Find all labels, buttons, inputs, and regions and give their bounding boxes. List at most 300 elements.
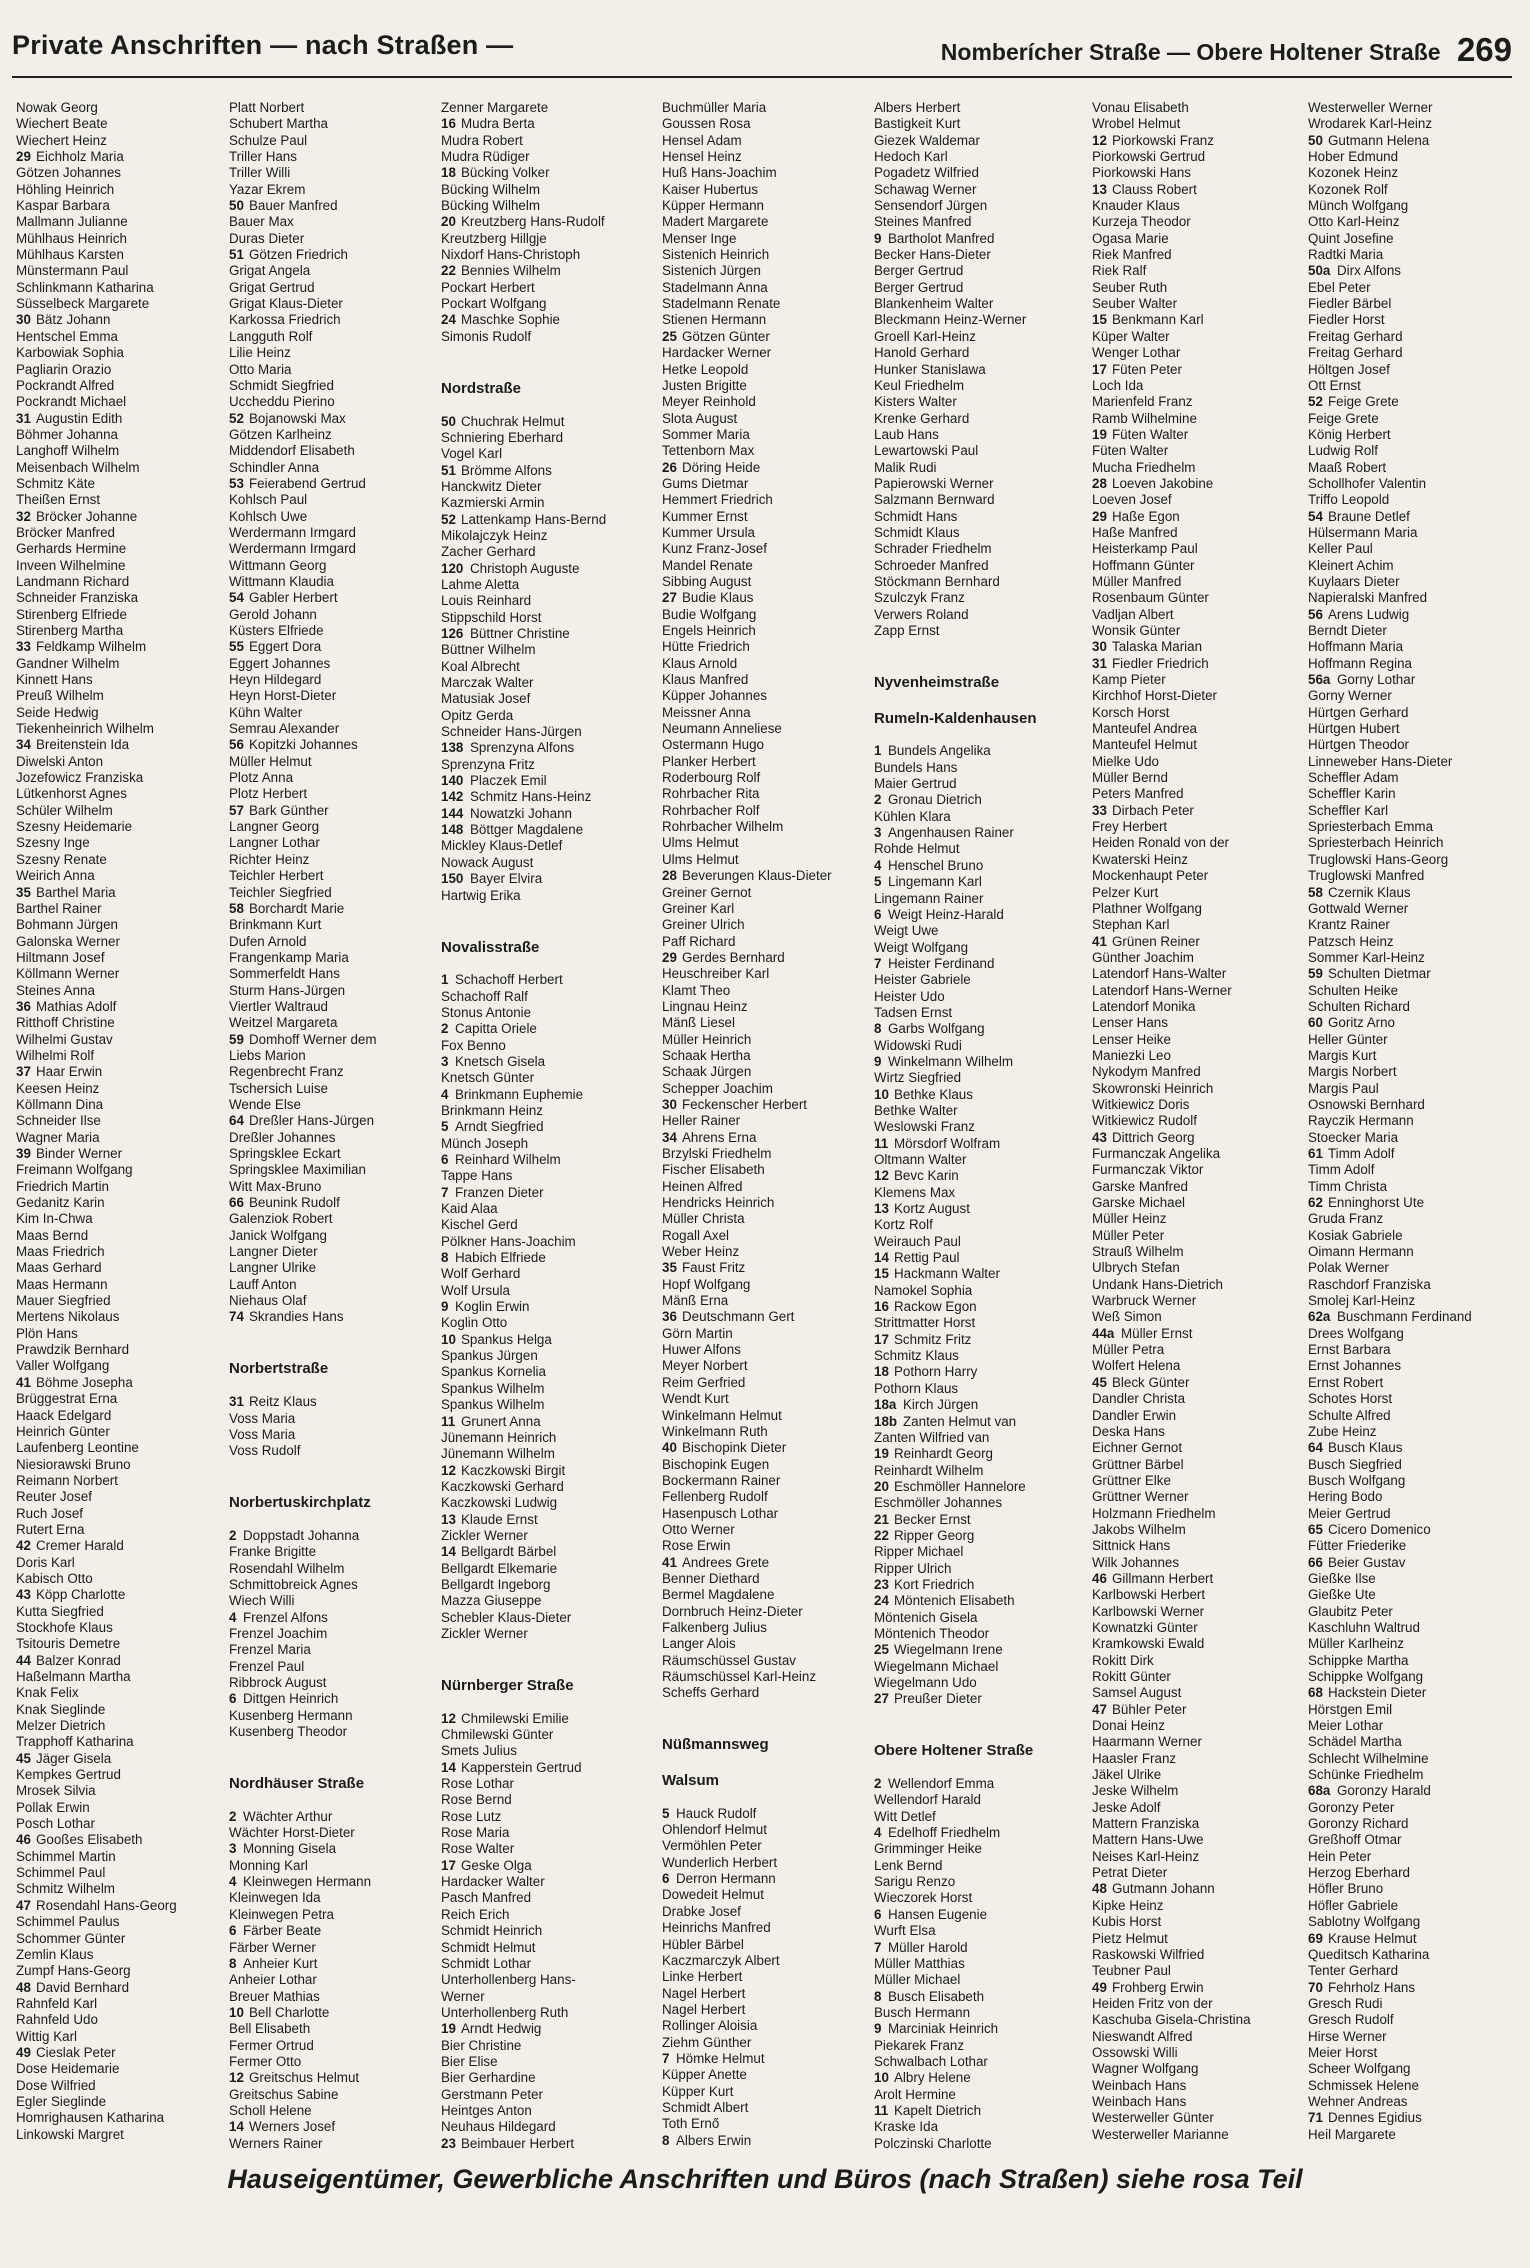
resident-entry (1308, 1244, 1513, 1260)
spacer (229, 1326, 434, 1342)
resident-entry (441, 1809, 646, 1825)
resident-entry (1092, 1473, 1297, 1489)
resident-name: Sommerfeldt Hans (229, 966, 340, 982)
resident-name: Arolt Hermine (874, 2086, 956, 2102)
resident-name: Reinhardt Georg (894, 1446, 993, 1462)
resident-entry (1092, 411, 1297, 427)
resident-entry (662, 639, 867, 655)
resident-entry (441, 528, 646, 544)
resident-entry (1308, 656, 1513, 672)
resident-name: Füten Peter (1112, 361, 1182, 377)
resident-entry (662, 1838, 867, 1854)
resident-name: Färber Werner (229, 1939, 316, 1955)
resident-name: Günther Joachim (1092, 949, 1194, 965)
resident-name: König Herbert (1308, 426, 1391, 442)
resident-entry (662, 1113, 867, 1129)
spacer (229, 1740, 434, 1756)
resident-entry (1308, 1179, 1513, 1195)
resident-name: Egler Sieglinde (16, 2093, 107, 2109)
resident-name: Lenk Bernd (874, 1857, 943, 1873)
resident-entry (1092, 1931, 1297, 1947)
resident-entry (229, 509, 434, 525)
resident-name: Polczinski Charlotte (874, 2135, 992, 2151)
resident-name: Bojanowski Max (249, 410, 346, 426)
resident-name: Schubert Martha (229, 116, 328, 132)
resident-name: Eichner Gernot (1092, 1440, 1183, 1456)
resident-entry (662, 868, 867, 884)
resident-entry (662, 1064, 867, 1080)
resident-name: Ossowski Willi (1092, 2044, 1178, 2060)
resident-name: Ernst Robert (1308, 1374, 1384, 1390)
resident-entry (874, 312, 1079, 328)
house-number: 30 (16, 312, 31, 328)
resident-name: Groell Karl-Heinz (874, 328, 976, 344)
resident-entry (1308, 2061, 1513, 2077)
resident-name: Zenner Margarete (441, 100, 549, 115)
resident-entry (1092, 1685, 1297, 1701)
resident-name: Hein Peter (1308, 1848, 1372, 1864)
resident-name: Bundels Angelika (888, 743, 991, 759)
resident-name: Goronzy Richard (1308, 1816, 1409, 1832)
house-number: 23 (441, 2135, 456, 2151)
resident-entry (229, 1691, 434, 1707)
resident-entry (662, 378, 867, 394)
resident-name: Küpper Hermann (662, 198, 764, 214)
resident-entry (874, 492, 1079, 508)
resident-name: Berger Gertrud (874, 263, 964, 279)
resident-name: Schommer Günter (16, 1930, 126, 1946)
resident-name: Gutmann Helena (1328, 132, 1430, 148)
resident-entry (1308, 1767, 1513, 1783)
resident-name: Stirenberg Martha (16, 623, 124, 638)
resident-name: Hansen Eugenie (888, 1906, 988, 1922)
resident-name: Maas Gerhard (16, 1260, 102, 1276)
resident-name: Schmidt Lothar (441, 1955, 532, 1971)
resident-name: Unterhollenberg Hans- (441, 1972, 576, 1988)
resident-name: Bauer Manfred (249, 198, 338, 214)
resident-name: Gruda Franz (1308, 1211, 1384, 1227)
resident-name: Margis Paul (1308, 1080, 1379, 1096)
resident-entry (441, 1792, 646, 1808)
resident-entry (229, 263, 434, 279)
resident-name: Loeven Jakobine (1112, 475, 1214, 491)
house-number: 4 (229, 1609, 237, 1625)
resident-name: Salzmann Bernward (874, 492, 995, 508)
resident-name: Möntenich Gisela (874, 1609, 978, 1625)
resident-name: Brüggestrat Erna (16, 1391, 118, 1407)
house-number: 66 (229, 1195, 244, 1211)
house-number: 49 (16, 2044, 31, 2060)
resident-entry (1092, 1391, 1297, 1407)
resident-name: Binder Werner (36, 1146, 123, 1161)
resident-entry (229, 1972, 434, 1988)
resident-name: Sprenzyna Alfons (470, 740, 575, 756)
resident-name: Busch Wolfgang (1308, 1472, 1406, 1488)
resident-entry (1308, 1309, 1513, 1325)
resident-entry (1092, 1440, 1297, 1456)
resident-name: Neises Karl-Heinz (1092, 1848, 1200, 1864)
resident-name: Angenhausen Rainer (888, 825, 1014, 841)
house-number: 42 (16, 1538, 31, 1554)
resident-name: Dose Heidemarie (16, 2061, 120, 2077)
house-number: 50 (441, 413, 456, 429)
resident-name: Schmissek Helene (1308, 2077, 1419, 2093)
resident-name: Zumpf Hans-Georg (16, 1963, 131, 1979)
resident-name: Schachoff Ralf (441, 988, 528, 1004)
resident-entry (1092, 1800, 1297, 1816)
resident-entry (1092, 1881, 1297, 1897)
resident-entry (874, 1397, 1079, 1413)
resident-name: Eichholz Maria (36, 149, 124, 165)
resident-name: Madert Margarete (662, 214, 769, 230)
resident-name: Maas Friedrich (16, 1244, 105, 1260)
resident-name: Gillmann Herbert (1112, 1570, 1214, 1586)
resident-name: Busch Hermann (874, 2004, 971, 2020)
resident-name: Jakobs Wilhelm (1092, 1521, 1186, 1537)
resident-entry (662, 590, 867, 606)
resident-entry (229, 1809, 434, 1825)
resident-name: Schünke Friedhelm (1308, 1767, 1424, 1783)
resident-entry (1092, 966, 1297, 982)
resident-name: Ahrens Erna (682, 1129, 757, 1145)
resident-name: Marczak Walter (441, 675, 534, 691)
resident-name: Janick Wolfgang (229, 1227, 328, 1243)
resident-entry (874, 2005, 1079, 2021)
resident-entry (229, 1048, 434, 1064)
spacer (874, 691, 1079, 707)
resident-name: Donai Heinz (1092, 1718, 1165, 1734)
resident-entry (1092, 509, 1297, 525)
resident-name: Mauer Siegfried (16, 1293, 111, 1309)
resident-entry (662, 2100, 867, 2116)
resident-name: Lahme Aletta (441, 576, 520, 592)
resident-entry (16, 280, 221, 296)
house-number: 6 (441, 1152, 449, 1167)
resident-name: Weitzel Margareta (229, 1015, 338, 1031)
resident-name: Rahnfeld Udo (16, 2012, 98, 2028)
resident-name: Götzen Johannes (16, 165, 121, 181)
resident-name: Doris Karl (16, 1554, 75, 1570)
resident-entry (229, 590, 434, 606)
resident-name: Piekarek Franz (874, 2037, 965, 2053)
resident-name: Kusenberg Theodor (229, 1724, 348, 1740)
directory-column (1308, 100, 1513, 2143)
resident-name: Eschmöller Johannes (874, 1495, 1003, 1511)
resident-entry (16, 1048, 221, 1064)
resident-entry (662, 1636, 867, 1652)
resident-name: Schwalbach Lothar (874, 2053, 988, 2069)
resident-name: Edelhoff Friedhelm (888, 1825, 1001, 1841)
resident-entry (1308, 198, 1513, 214)
resident-entry (229, 1394, 434, 1410)
resident-name: Müller Manfred (1092, 573, 1182, 589)
resident-name: Duras Dieter (229, 230, 305, 246)
resident-entry (662, 394, 867, 410)
resident-entry (1308, 263, 1513, 279)
resident-name: Chuchrak Helmut (461, 413, 565, 429)
resident-entry (16, 1211, 221, 1227)
resident-name: Gresch Rudi (1308, 1995, 1383, 2011)
resident-name: Kaczkowski Gerhard (441, 1478, 564, 1494)
resident-name: Frohberg Erwin (1112, 1979, 1204, 1995)
resident-name: Linneweber Hans-Dieter (1308, 753, 1453, 769)
resident-name: Mathias Adolf (36, 998, 117, 1014)
resident-name: Jünemann Wilhelm (441, 1446, 555, 1462)
house-number: 12 (229, 2070, 244, 2086)
house-number: 52 (1308, 394, 1323, 410)
resident-entry (1092, 231, 1297, 247)
resident-name: Greiner Karl (662, 900, 735, 916)
resident-entry (662, 917, 867, 933)
resident-entry (874, 858, 1079, 874)
resident-entry (16, 541, 221, 557)
resident-name: Haack Edelgard (16, 1407, 112, 1423)
resident-name: Kramkowski Ewald (1092, 1636, 1205, 1652)
resident-name: Heuschreiber Karl (662, 966, 770, 982)
resident-name: Arndt Hedwig (461, 2021, 542, 2037)
house-number: 50 (1308, 132, 1323, 148)
resident-entry (1308, 1571, 1513, 1587)
resident-entry (1308, 803, 1513, 819)
resident-entry (441, 610, 646, 626)
resident-name: Vogel Karl (441, 446, 503, 462)
resident-name: Geske Olga (461, 1857, 532, 1873)
resident-name: Kabisch Otto (16, 1570, 93, 1586)
resident-entry (441, 757, 646, 773)
house-number: 35 (662, 1260, 677, 1276)
resident-name: Klaus Arnold (662, 655, 738, 671)
resident-entry (1092, 1424, 1297, 1440)
resident-entry (16, 819, 221, 835)
resident-name: Loeven Josef (1092, 492, 1172, 508)
resident-name: Mockenhaupt Peter (1092, 868, 1209, 884)
resident-entry (874, 760, 1079, 776)
resident-entry (662, 705, 867, 721)
resident-entry (1308, 1620, 1513, 1636)
resident-entry (16, 1064, 221, 1080)
resident-name: Ebel Peter (1308, 279, 1371, 295)
resident-entry (1092, 1734, 1297, 1750)
resident-name: Wirtz Siegfried (874, 1070, 962, 1086)
resident-entry (441, 544, 646, 560)
resident-name: Rosenbaum Günter (1092, 590, 1209, 606)
resident-entry (16, 2110, 221, 2126)
resident-name: Pogadetz Wilfried (874, 165, 979, 181)
resident-entry (1092, 770, 1297, 786)
resident-entry (16, 656, 221, 672)
resident-name: Greitschus Helmut (249, 2070, 360, 2086)
resident-entry (662, 2002, 867, 2018)
resident-entry (441, 430, 646, 446)
resident-entry (16, 492, 221, 508)
resident-name: David Bernhard (36, 1979, 130, 1995)
resident-name: Kleinwegen Ida (229, 1890, 321, 1906)
resident-entry (441, 1005, 646, 1021)
resident-entry (1092, 1113, 1297, 1129)
resident-entry (1308, 329, 1513, 345)
resident-name: Werdermann Irmgard (229, 524, 357, 540)
resident-name: Namokel Sophia (874, 1282, 973, 1298)
resident-entry (874, 590, 1079, 606)
resident-entry (874, 443, 1079, 459)
resident-entry (874, 198, 1079, 214)
resident-name: Barthel Maria (36, 884, 116, 900)
resident-entry (229, 803, 434, 819)
directory-columns (16, 100, 1516, 2151)
resident-entry (874, 2136, 1079, 2152)
resident-name: Mattern Franziska (1092, 1816, 1200, 1832)
resident-entry (229, 1293, 434, 1309)
resident-entry (1092, 2094, 1297, 2110)
resident-name: Kaid Alaa (441, 1201, 498, 1217)
resident-name: Rose Lutz (441, 1808, 502, 1824)
resident-name: Menser Inge (662, 230, 737, 246)
spacer (441, 956, 646, 972)
resident-name: Greiner Ulrich (662, 917, 745, 933)
house-number: 6 (229, 1691, 237, 1707)
resident-name: Witt Max-Bruno (229, 1178, 322, 1194)
resident-entry (874, 891, 1079, 907)
resident-entry (874, 1610, 1079, 1626)
resident-name: Ulms Helmut (662, 851, 739, 867)
resident-entry (229, 835, 434, 851)
resident-name: Witkiewicz Doris (1092, 1096, 1190, 1112)
resident-entry (441, 1217, 646, 1233)
resident-entry (874, 1561, 1079, 1577)
resident-entry (16, 2045, 221, 2061)
resident-name: Chmilewski Günter (441, 1727, 554, 1743)
resident-name: Trapphoff Katharina (16, 1734, 134, 1750)
resident-entry (874, 1858, 1079, 1874)
resident-entry (874, 476, 1079, 492)
house-number: 43 (1092, 1129, 1107, 1145)
resident-entry (662, 100, 867, 116)
resident-entry (1092, 999, 1297, 1015)
resident-entry (1092, 901, 1297, 917)
resident-entry (16, 934, 221, 950)
resident-entry (441, 198, 646, 214)
resident-entry (16, 737, 221, 753)
resident-name: Mudra Robert (441, 132, 523, 148)
resident-entry (1308, 427, 1513, 443)
resident-name: Bethke Klaus (894, 1086, 973, 1102)
resident-name: Dreßler Johannes (229, 1129, 336, 1145)
resident-name: Schmidt Albert (662, 2099, 749, 2115)
resident-name: Schulten Richard (1308, 998, 1410, 1014)
resident-name: Teichler Herbert (229, 868, 324, 884)
resident-entry (1308, 100, 1513, 116)
resident-name: Lütkenhorst Agnes (16, 786, 127, 802)
resident-entry (16, 312, 221, 328)
resident-name: Wagner Wolfgang (1092, 2061, 1199, 2077)
resident-entry (1308, 2012, 1513, 2028)
resident-name: Schmitz Fritz (894, 1331, 972, 1347)
resident-name: Sprenzyna Fritz (441, 756, 535, 772)
resident-entry (662, 214, 867, 230)
resident-entry (874, 182, 1079, 198)
resident-entry (1092, 1816, 1297, 1832)
house-number: 11 (874, 2102, 889, 2118)
resident-name: Fermer Otto (229, 2053, 302, 2069)
resident-name: Buchmüller Maria (662, 100, 767, 115)
resident-name: Manteufel Andrea (1092, 721, 1197, 737)
resident-entry (16, 345, 221, 361)
resident-entry (874, 1512, 1079, 1528)
resident-name: Hunker Stanislawa (874, 361, 986, 377)
resident-name: Berndt Dieter (1308, 623, 1387, 638)
resident-name: Dreßler Hans-Jürgen (249, 1113, 375, 1129)
resident-entry (874, 1792, 1079, 1808)
resident-name: Pagliarin Orazio (16, 361, 112, 377)
resident-entry (662, 2084, 867, 2100)
resident-entry (1092, 247, 1297, 263)
house-number: 14 (441, 1759, 456, 1775)
resident-entry (16, 1734, 221, 1750)
resident-name: Sensendorf Jürgen (874, 198, 988, 214)
resident-entry (874, 149, 1079, 165)
resident-entry (1092, 688, 1297, 704)
resident-name: Möntenich Elisabeth (894, 1593, 1015, 1609)
resident-entry (1092, 2110, 1297, 2126)
resident-name: Glaubitz Peter (1308, 1603, 1393, 1619)
resident-entry (874, 1544, 1079, 1560)
resident-name: Yazar Ekrem (229, 181, 306, 197)
resident-entry (662, 1277, 867, 1293)
resident-entry (1308, 1146, 1513, 1162)
resident-name: Smets Julius (441, 1743, 517, 1759)
resident-name: Wrobel Helmut (1092, 116, 1181, 132)
resident-entry (1308, 165, 1513, 181)
resident-entry (16, 1309, 221, 1325)
resident-entry (1308, 1162, 1513, 1178)
resident-entry (1308, 607, 1513, 623)
resident-entry (16, 1522, 221, 1538)
resident-name: Hensel Adam (662, 132, 742, 148)
resident-name: Münstermann Paul (16, 263, 129, 279)
house-number: 28 (662, 868, 677, 884)
resident-name: Hendricks Heinrich (662, 1195, 775, 1211)
resident-entry (229, 165, 434, 181)
header-title-left: Private Anschriften — nach Straßen — (12, 30, 514, 60)
resident-name: Winkelmann Ruth (662, 1423, 768, 1439)
resident-name: Bröcker Johanne (36, 508, 138, 524)
resident-entry (441, 1610, 646, 1626)
resident-name: Sommer Karl-Heinz (1308, 949, 1425, 965)
resident-name: Münch Wolfgang (1308, 198, 1409, 214)
resident-entry (874, 460, 1079, 476)
resident-name: Strauß Wilhelm (1092, 1244, 1184, 1260)
resident-entry (662, 1162, 867, 1178)
resident-name: Fiedler Friedrich (1112, 655, 1209, 671)
resident-name: Müller Heinrich (662, 1031, 752, 1047)
resident-entry (1308, 1211, 1513, 1227)
resident-name: Truglowski Manfred (1308, 868, 1425, 884)
resident-name: Fischer Elisabeth (662, 1162, 765, 1178)
resident-entry (229, 492, 434, 508)
resident-name: Küsters Elfriede (229, 623, 324, 638)
resident-entry (874, 792, 1079, 808)
resident-name: Scholl Helene (229, 2102, 312, 2118)
resident-entry (1092, 541, 1297, 557)
resident-name: Richter Heinz (229, 851, 310, 867)
resident-name: Bleckmann Heinz-Werner (874, 312, 1027, 328)
resident-entry (1092, 1555, 1297, 1571)
resident-entry (229, 1907, 434, 1923)
resident-name: Räumschüssel Karl-Heinz (662, 1669, 817, 1684)
resident-name: Louis Reinhard (441, 593, 532, 609)
resident-name: Schmidt Klaus (874, 524, 960, 540)
house-number: 60 (1308, 1015, 1323, 1031)
